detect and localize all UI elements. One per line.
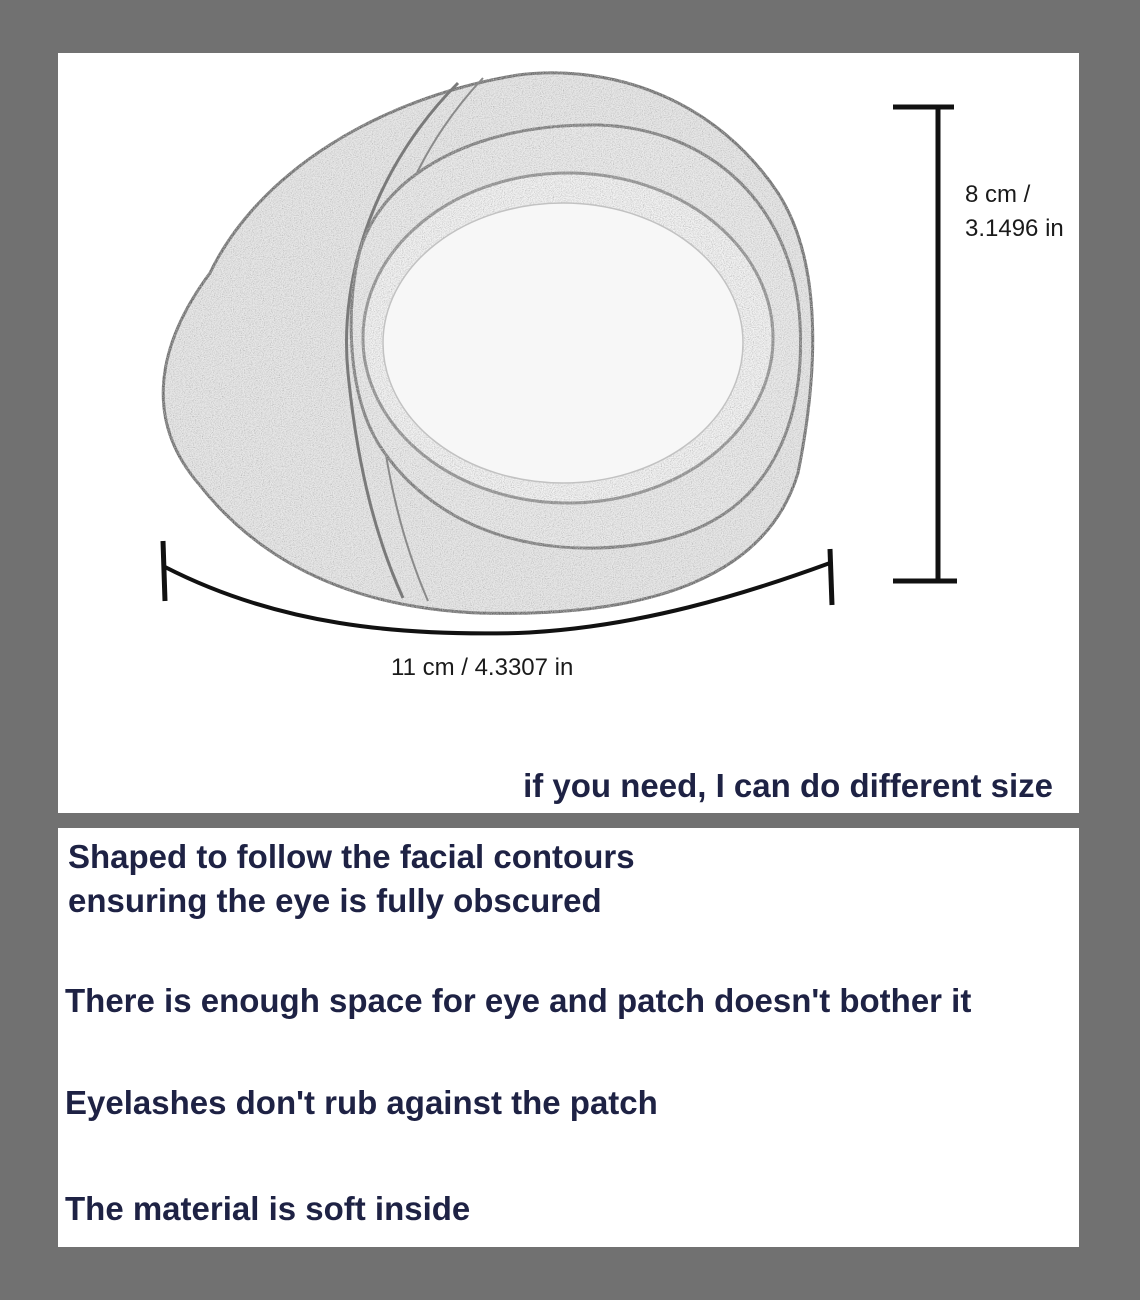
feature-soft-material: The material is soft inside: [65, 1190, 471, 1227]
feature-eye-space: There is enough space for eye and patch doesn't bother it: [65, 982, 972, 1019]
features-panel: [58, 828, 1079, 1247]
patch-inner-highlight: [383, 203, 743, 483]
feature-eyelashes: Eyelashes don't rub against the patch: [65, 1084, 658, 1121]
feature-obscured: ensuring the eye is fully obscured: [68, 882, 602, 919]
product-illustration-panel: [58, 53, 1079, 813]
custom-size-note: if you need, I can do different size: [523, 767, 1053, 804]
feature-contours: Shaped to follow the facial contours: [68, 838, 635, 875]
width-label: 11 cm / 4.3307 in: [391, 654, 574, 681]
height-dimension-bar: [893, 107, 957, 581]
eye-patch-illustration: [58, 53, 1079, 813]
height-label-in: 3.1496 in: [965, 215, 1064, 242]
height-label-cm: 8 cm /: [965, 181, 1031, 208]
